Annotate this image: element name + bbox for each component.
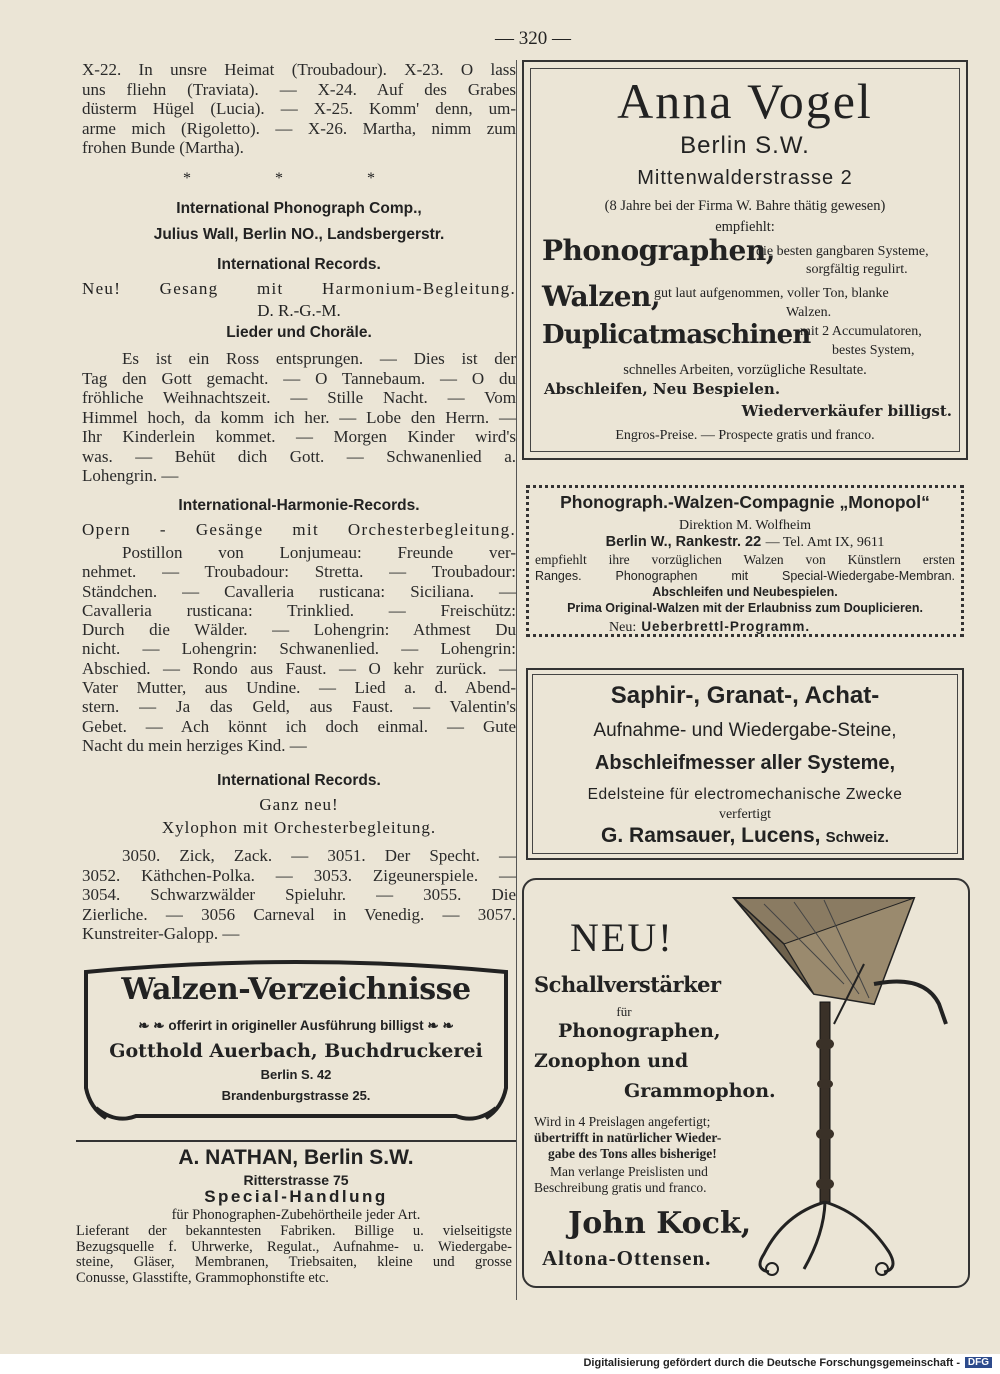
ornament-icon: ❧ ❧ bbox=[138, 1018, 169, 1033]
neu-label: Neu: bbox=[609, 620, 637, 635]
ramsauer-line4: verfertigt bbox=[718, 807, 772, 822]
vogel-years: (8 Jahre bei der Firma W. Bahre thätig gewesen) bbox=[604, 198, 886, 214]
item-note: Walzen. bbox=[786, 305, 832, 320]
text-line: Bezugsquelle f. Uhrwerke, Regulat., Aufnahme- u. Wiedergabe- bbox=[76, 1238, 512, 1255]
text-line: Ihr Kinderlein kommet. — Morgen Kinder wird's bbox=[82, 427, 516, 446]
auerbach-ad bbox=[76, 958, 516, 1126]
vogel-street: Mittenwalderstrasse 2 bbox=[637, 167, 853, 189]
kock-p1: Phonographen, bbox=[558, 1020, 721, 1042]
text-line: 3052. Käthchen-Polka. — 3053. Zigeunerspiele. — bbox=[82, 865, 516, 885]
vogel-item-phonographen bbox=[542, 234, 960, 278]
dfg-logo: DFG bbox=[965, 1357, 992, 1368]
vogel-name: Anna Vogel bbox=[617, 73, 873, 129]
ramsauer-country: Schweiz. bbox=[825, 829, 889, 846]
text-line: nehmet. — Troubadour: Stretta. — Troubadour: bbox=[82, 562, 516, 582]
text-line: Nacht du mein herziges Kind. — bbox=[82, 735, 307, 755]
kock-name: John Kock, bbox=[568, 1206, 752, 1241]
nathan-title: A. NATHAN, Berlin S.W. bbox=[178, 1146, 414, 1169]
ramsauer-title: Saphir-, Granat-, Achat- bbox=[610, 682, 880, 709]
kock-neu: NEU! bbox=[570, 915, 674, 960]
text-line: Durch die Wälder. — Lohengrin: Athmest Du bbox=[82, 620, 516, 640]
text-line: X-22. In unsre Heimat (Troubadour). X-23. O lass bbox=[82, 60, 516, 79]
section-title: International Records. bbox=[217, 772, 381, 789]
monopol-title: Phonograph.-Walzen-Compagnie „Monopol“ bbox=[560, 492, 930, 512]
text-line: 3050. Zick, Zack. — 3051. Der Specht. — bbox=[122, 846, 516, 865]
ramsauer-ad bbox=[526, 668, 964, 860]
monopol-line3: Abschleifen und Neubespielen. bbox=[652, 585, 838, 599]
kock-fuer: für bbox=[616, 1004, 632, 1019]
horn-stand-illustration bbox=[724, 884, 954, 1284]
text-line: stern. — Ja das Geld, aus Faust. — Valentin's bbox=[82, 697, 516, 717]
text-line: Tag den Gott gemacht. — O Tannebaum. — O du bbox=[82, 368, 516, 388]
songs-paragraph bbox=[82, 349, 516, 486]
auerbach-line2: Gotthold Auerbach, Buchdruckerei bbox=[109, 1040, 483, 1062]
vogel-engros: Engros-Preise. — Prospecte gratis und franco. bbox=[615, 428, 875, 443]
ramsauer-line3: Edelsteine für electromechanische Zwecke bbox=[587, 786, 903, 803]
monopol-direktion: Direktion M. Wolfheim bbox=[679, 518, 811, 533]
nathan-street: Ritterstrasse 75 bbox=[243, 1172, 349, 1188]
nathan-desc: für Phonographen-Zubehörtheile jeder Art. bbox=[171, 1207, 421, 1223]
kock-p3: Grammophon. bbox=[624, 1080, 776, 1102]
section-subtitle: Neu! Gesang mit Harmonium-Begleitung. bbox=[82, 279, 516, 298]
monopol-phone: — Tel. Amt IX, 9611 bbox=[765, 535, 885, 550]
vogel-fast: schnelles Arbeiten, vorzügliche Resultate. bbox=[623, 362, 867, 378]
text-line: was. — Behüt dich Gott. — Schwanenlied a. bbox=[82, 446, 516, 466]
nathan-body bbox=[76, 1224, 512, 1286]
kock-ad bbox=[522, 878, 970, 1288]
drgm-mark: D. R.-G.-M. bbox=[257, 301, 341, 320]
text-line: Lohengrin. — bbox=[82, 466, 179, 485]
stars-separator: * * * bbox=[183, 170, 415, 187]
text-line: düsterm Hügel (Lucia). — X-25. Komm' denn, um- bbox=[82, 99, 516, 118]
monopol-address bbox=[529, 534, 961, 551]
nathan-special: Special-Handlung bbox=[204, 1187, 388, 1206]
section-title: International-Harmonie-Records. bbox=[178, 497, 420, 514]
text-line: arme mich (Rigoletto). — X-26. Martha, nimm zum bbox=[82, 118, 516, 138]
text-line: Postillon von Lonjumeau: Freunde ver- bbox=[122, 543, 516, 562]
divider bbox=[76, 1140, 516, 1142]
page-number: — 320 — bbox=[495, 28, 571, 49]
text-line: Kunstreiter-Galopp. — bbox=[82, 924, 240, 943]
auerbach-line1 bbox=[76, 1018, 516, 1034]
text-line: Ständchen. — Cavalleria rusticana: Siciliana. — bbox=[82, 581, 516, 601]
auerbach-street: Brandenburgstrasse 25. bbox=[221, 1088, 371, 1103]
ramsauer-line2: Abschleifmesser aller Systeme, bbox=[594, 752, 896, 774]
text-line: Wird in 4 Preislagen angefertigt; bbox=[534, 1114, 711, 1129]
item-name: Walzen, bbox=[542, 280, 661, 313]
xylophone-paragraph bbox=[82, 846, 516, 944]
monopol-ad bbox=[526, 485, 964, 637]
monopol-neu bbox=[609, 616, 810, 636]
text-line: frohen Bunde (Martha). bbox=[82, 138, 244, 157]
text-line: Es ist ein Ross entsprungen. — Dies ist der bbox=[122, 349, 516, 368]
kock-city: Altona-Ottensen. bbox=[542, 1246, 712, 1270]
item-note: bestes System, bbox=[832, 343, 915, 358]
kock-title: Schallverstärker bbox=[534, 972, 721, 997]
text-line: fröhliche Weihnachtszeit. — Stille Nacht. — Vom bbox=[82, 388, 516, 407]
text-line: Cavalleria rusticana: Trinklied. — Freischütz: bbox=[82, 600, 516, 620]
intro-paragraph bbox=[82, 60, 516, 158]
section-subtitle: Xylophon mit Orchesterbegleitung. bbox=[161, 818, 437, 837]
item-name: Duplicatmaschinen bbox=[542, 320, 811, 350]
section-subtitle: Opern - Gesänge mit Orchesterbegleitung. bbox=[82, 520, 516, 539]
text-line: Lieferant der bekanntesten Fabriken. Billige u. vielseitigste bbox=[76, 1223, 512, 1239]
auerbach-city: Berlin S. 42 bbox=[260, 1067, 332, 1082]
monopol-line1: empfiehlt ihre vorzüglichen Walzen von Künstlern ersten bbox=[535, 552, 955, 567]
vogel-item-walzen bbox=[542, 280, 960, 324]
item-note: mit 2 Accumulatoren, bbox=[800, 324, 922, 339]
kock-p2: Zonophon und bbox=[534, 1050, 689, 1072]
column-rule bbox=[516, 60, 517, 1300]
vogel-wiederverkaeufer: Wiederverkäufer billigst. bbox=[741, 402, 952, 420]
section-subtitle: Ganz neu! bbox=[259, 795, 339, 814]
company-address: Julius Wall, Berlin NO., Landsbergerstr. bbox=[153, 226, 445, 243]
text-line: Zierliche. — 3056 Carneval in Venedig. — 3057. bbox=[82, 904, 516, 924]
text-line: steine, Gläser, Membranen, Triebsaiten, kleine und grosse bbox=[76, 1254, 512, 1270]
item-note: die besten gangbaren Systeme, bbox=[756, 244, 929, 259]
text-line: gabe des Tons alles bisherige! bbox=[548, 1146, 717, 1161]
ramsauer-name: G. Ramsauer, Lucens, bbox=[601, 824, 821, 847]
vogel-city: Berlin S.W. bbox=[680, 132, 810, 159]
text-line: Abschied. — Rondo aus Faust. — O kehr zurück. — bbox=[82, 658, 516, 678]
ornament-icon: ❧ ❧ bbox=[423, 1018, 454, 1033]
text-line: Man verlange Preislisten und bbox=[550, 1164, 708, 1179]
text-line: Beschreibung gratis und franco. bbox=[534, 1180, 707, 1195]
auerbach-offer: offerirt in origineller Ausführung billigst bbox=[168, 1018, 424, 1033]
text-line: Himmel hoch, da komm ich her. — Lobe den Herrn. — bbox=[82, 407, 516, 427]
company-name: International Phonograph Comp., bbox=[176, 200, 422, 217]
section-heading: Lieder und Choräle. bbox=[226, 324, 372, 341]
neu-value: Ueberbrettl-Programm. bbox=[641, 619, 811, 634]
monopol-line4: Prima Original-Walzen mit der Erlaubniss zum Douplicieren. bbox=[567, 601, 923, 615]
item-note: sorgfältig regulirt. bbox=[806, 262, 908, 277]
ramsauer-line1: Aufnahme- und Wiedergabe-Steine, bbox=[593, 720, 897, 741]
footer-text: Digitalisierung gefördert durch die Deutsche Forschungsgemeinschaft - bbox=[583, 1357, 960, 1369]
ramsauer-line5 bbox=[528, 824, 962, 848]
vogel-empfiehlt: empfiehlt: bbox=[715, 219, 775, 235]
footer-bar bbox=[0, 1354, 1000, 1374]
text-line: 3054. Schwarzwälder Spieluhr. — 3055. Die bbox=[82, 885, 516, 904]
section-title: International Records. bbox=[217, 256, 381, 273]
item-name: Phonographen, bbox=[542, 234, 775, 267]
auerbach-title: Walzen-Verzeichnisse bbox=[121, 972, 471, 1007]
monopol-street: Berlin W., Rankestr. 22 bbox=[605, 534, 762, 550]
text-line: Gebet. — Ach könnt ich doch einmal. — Gute bbox=[82, 716, 516, 736]
opera-paragraph bbox=[82, 543, 516, 755]
monopol-line2: Ranges. Phonographen mit Special-Wiedergabe-Membran. bbox=[535, 569, 955, 583]
text-line: nicht. — Lohengrin: Schwanenlied. — Lohengrin: bbox=[82, 639, 516, 659]
text-line: übertrifft in natürlicher Wieder- bbox=[534, 1130, 722, 1145]
vogel-abschleifen: Abschleifen, Neu Bespielen. bbox=[544, 380, 781, 398]
item-note: gut laut aufgenommen, voller Ton, blanke bbox=[654, 286, 889, 301]
vogel-item-duplicat bbox=[542, 320, 960, 364]
text-line: Conusse, Glasstifte, Grammophonstifte etc. bbox=[76, 1269, 329, 1286]
vogel-ad bbox=[522, 60, 968, 460]
text-line: Vater Mutter, aus Undine. — Lied a. d. Abend- bbox=[82, 678, 516, 698]
text-line: uns fliehn (Traviata). — X-24. Auf des Grabes bbox=[82, 79, 516, 99]
